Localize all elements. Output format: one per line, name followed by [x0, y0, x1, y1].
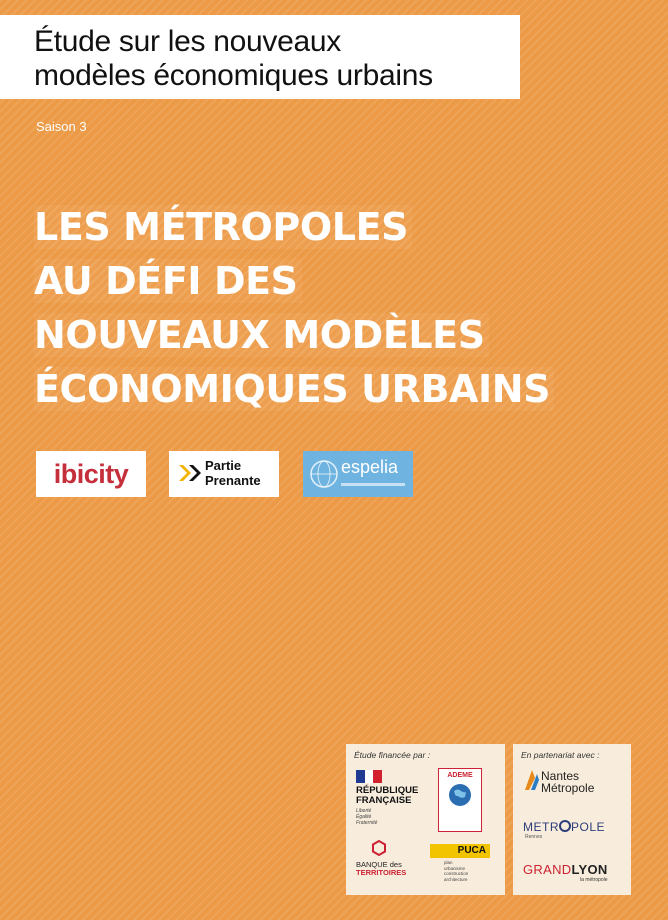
- partie-prenante-logo: Partie Prenante: [169, 451, 279, 497]
- ademe-logo: ADEME: [438, 768, 482, 832]
- double-arrow-icon: [179, 464, 203, 482]
- ibicity-logo: ibicity: [36, 451, 146, 497]
- hexagon-icon: [372, 840, 386, 856]
- headline-line4: ÉCONOMIQUES URBAINS: [34, 362, 634, 416]
- study-title-line1: Étude sur les nouveaux: [34, 25, 341, 58]
- grand-lyon-logo: GRANDLYON la métropole: [523, 862, 608, 883]
- headline-line1: LES MÉTROPOLES: [34, 200, 634, 254]
- nantes-mark-icon: [523, 768, 541, 792]
- rennes-o-icon: [559, 820, 571, 832]
- headline-line2: AU DÉFI DES: [34, 254, 634, 308]
- headline: [34, 200, 634, 416]
- partners-title: En partenariat avec :: [521, 750, 600, 760]
- funders-panel: [346, 744, 505, 895]
- rennes-metropole-logo: METR POLE Rennes: [523, 820, 606, 840]
- french-flag-icon: [356, 770, 382, 783]
- espelia-logo: espelia: [303, 451, 413, 497]
- republique-francaise-logo: RÉPUBLIQUE FRANÇAISE Liberté Égalité Fraternité: [356, 770, 426, 826]
- season-label: Saison 3: [36, 119, 87, 134]
- headline-line3: NOUVEAUX MODÈLES: [34, 308, 634, 362]
- earth-icon: [448, 783, 472, 807]
- banque-des-territoires-logo: BANQUE des TERRITOIRES: [356, 840, 416, 877]
- nantes-metropole-logo: Nantes Métropole: [523, 768, 541, 797]
- funders-title: Étude financée par :: [354, 750, 431, 760]
- globe-icon: [309, 459, 339, 489]
- partners-panel: [513, 744, 631, 895]
- study-title-line2: modèles économiques urbains: [34, 59, 433, 92]
- puca-logo: PUCA plan urbanisme construction architecture: [430, 844, 490, 882]
- study-title-banner: [0, 15, 520, 99]
